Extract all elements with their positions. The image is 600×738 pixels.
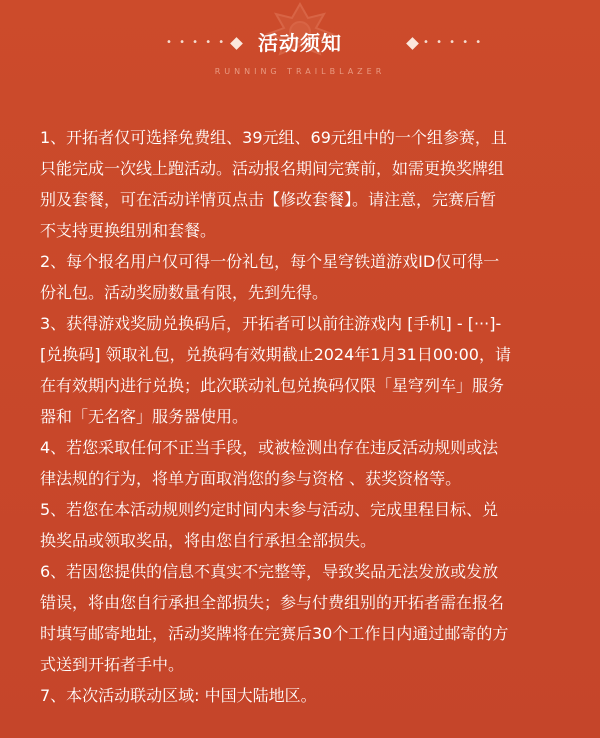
rule-item [40,122,568,246]
rule-line: 5、若您在本活动规则约定时间内未参与活动、完成里程目标、兑 [40,500,499,519]
rule-item [40,432,568,494]
rule-line: 不支持更换组别和套餐。 [40,221,217,240]
rule-line: 式送到开拓者手中。 [40,655,185,674]
rules-list [40,122,568,711]
rule-line: 只能完成一次线上跑活动。活动报名期间完赛前，如需更换奖牌组 [40,159,505,178]
title-decoration-right [402,36,483,50]
rule-line: 律法规的行为，将单方面取消您的参与资格 、获奖资格等。 [40,469,462,488]
rule-line: 份礼包。活动奖励数量有限，先到先得。 [40,283,329,302]
rule-line: [兑换码] 领取礼包，兑换码有效期截止2024年1月31日00:00，请 [40,345,511,364]
rule-line: 4、若您采取任何不正当手段，或被检测出存在违反活动规则或法 [40,438,499,457]
rule-item [40,494,568,556]
rule-line: 在有效期内进行兑换；此次联动礼包兑换码仅限「星穹列车」服务 [40,376,505,395]
rule-line: 时填写邮寄地址，活动奖牌将在完赛后30个工作日内通过邮寄的方 [40,624,509,643]
rule-line: 2、每个报名用户仅可得一份礼包，每个星穹铁道游戏ID仅可得一 [40,252,500,271]
rule-line: 3、获得游戏奖励兑换码后，开拓者可以前往游戏内 [手机] - [···]- [40,314,502,333]
dots-right: • • • • • [423,37,484,48]
rule-item [40,556,568,680]
rule-line: 1、开拓者仅可选择免费组、39元组、69元组中的一个组参赛，且 [40,128,507,147]
rule-item [40,308,568,432]
diamond-icon [406,37,419,50]
rule-line: 别及套餐，可在活动详情页点击【修改套餐】。请注意，完赛后暂 [40,190,497,209]
rule-line: 器和「无名客」服务器使用。 [40,407,249,426]
rule-item [40,246,568,308]
rule-item [40,680,568,711]
page-title: 活动须知 [258,31,342,55]
rule-line: 错误，将由您自行承担全部损失；参与付费组别的开拓者需在报名 [40,593,505,612]
rule-line: 换奖品或领取奖品，将由您自行承担全部损失。 [40,531,377,550]
dots-left: • • • • • [166,37,227,48]
rule-line: 6、若因您提供的信息不真实不完整等，导致奖品无法发放或发放 [40,562,499,581]
rule-line: 7、本次活动联动区域: 中国大陆地区。 [40,686,317,705]
page-subtitle: RUNNING TRAILBLAZER [214,67,386,76]
